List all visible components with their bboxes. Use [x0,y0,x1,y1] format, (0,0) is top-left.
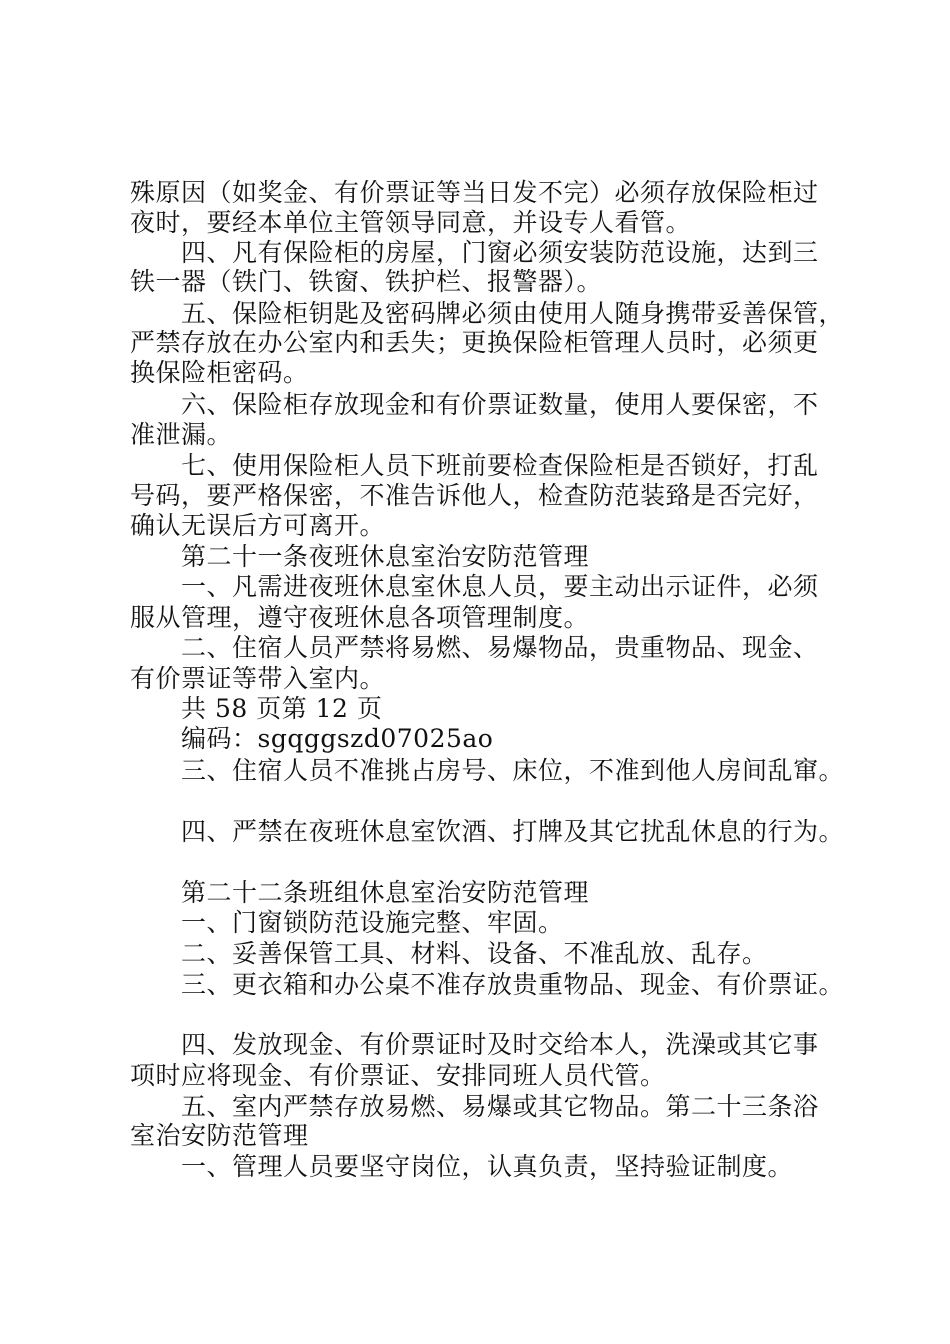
section-heading: 第二十一条夜班休息室治安防范管理 [181,542,590,571]
text-line: 换保险柜密码。 [130,358,309,387]
text-line: 三、住宿人员不准挑占房号、床位，不准到他人房间乱窜。 [181,756,845,785]
text-line: 四、凡有保险柜的房屋，门窗必须安装防范设施，达到三 [181,238,819,267]
text-line: 四、发放现金、有价票证时及时交给本人，洗澡或其它事 [181,1030,819,1059]
text-line: 一、门窗锁防范设施完整、牢固。 [181,908,564,937]
text-line: 殊原因（如奖金、有价票证等当日发不完）必须存放保险柜过 [130,178,819,207]
text-line: 准泄漏。 [130,420,233,449]
text-line: 二、住宿人员严禁将易燃、易爆物品，贵重物品、现金、 [181,633,819,662]
text-line: 确认无误后方可离开。 [130,511,386,540]
section-heading: 第二十二条班组休息室治安防范管理 [181,878,590,907]
text-line: 有价票证等带入室内。 [130,664,386,693]
text-line: 夜时，要经本单位主管领导同意，并设专人看管。 [130,208,692,237]
document-code: 编码：sgqggszd07025ao [181,724,494,753]
text-line: 铁一器（铁门、铁窗、铁护栏、报警器）。 [130,267,603,296]
text-line: 四、严禁在夜班休息室饮酒、打牌及其它扰乱休息的行为。 [181,817,845,846]
text-line: 五、室内严禁存放易燃、易爆或其它物品。第二十三条浴 [181,1092,819,1121]
page-counter: 共 58 页第 12 页 [181,694,383,723]
section-heading: 室治安防范管理 [130,1121,309,1150]
text-line: 七、使用保险柜人员下班前要检查保险柜是否锁好，打乱 [181,451,819,480]
text-line: 六、保险柜存放现金和有价票证数量，使用人要保密，不 [181,390,819,419]
text-line: 严禁存放在办公室内和丢失；更换保险柜管理人员时，必须更 [130,328,819,357]
text-line: 二、妥善保管工具、材料、设备、不准乱放、乱存。 [181,939,768,968]
text-line: 一、管理人员要坚守岗位，认真负责，坚持验证制度。 [181,1152,794,1181]
text-line: 项时应将现金、有价票证、安排同班人员代管。 [130,1061,666,1090]
text-line: 五、保险柜钥匙及密码牌必须由使用人随身携带妥善保管， [181,299,845,328]
text-line: 号码，要严格保密，不准告诉他人，检查防范装臵是否完好， [130,481,819,510]
text-line: 服从管理，遵守夜班休息各项管理制度。 [130,603,590,632]
text-line: 三、更衣箱和办公桌不准存放贵重物品、现金、有价票证。 [181,970,845,999]
text-line: 一、凡需进夜班休息室休息人员，要主动出示证件，必须 [181,572,819,601]
